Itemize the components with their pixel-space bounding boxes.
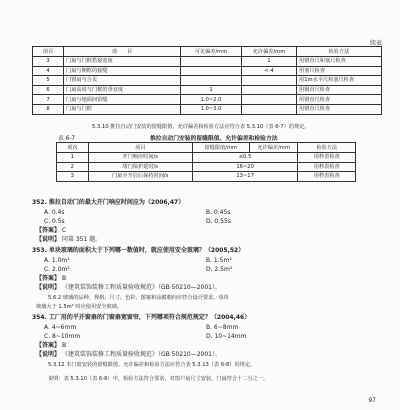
col-header: 留缝限值/mm: [192, 143, 249, 153]
table-auto-door: [56, 142, 356, 182]
explain-text: 说明：表 5.3.10（表 6-8）中，检验方法符合要求，对窗户扇尺寸安装，门扇符合十二分之一。: [48, 376, 269, 382]
row-item: 门扇高度与门框的垂直度: [64, 85, 181, 95]
row-method: 用钢直尺检查: [297, 104, 382, 114]
row-number: 2: [57, 162, 89, 172]
row-value: 16~20: [192, 162, 298, 172]
continued-label: 续表: [369, 40, 382, 47]
explain-text: 同第 351 题。: [61, 236, 102, 243]
row-method: 用钢直尺和塞尺检查: [297, 57, 382, 67]
answer-line: [36, 342, 66, 350]
clause-note: 5.3.10 推拉自动门安装的留缝限值、允许偏差和检验方法应符合表 5.3.10（表 6-7）的规定。: [92, 124, 310, 130]
option-a: A. 4~6mm: [44, 324, 77, 331]
table-row: [33, 104, 382, 114]
row-method: 用秒表检查: [298, 162, 356, 172]
table-row: [57, 153, 356, 163]
option-b: B. 0.45s: [206, 209, 231, 216]
answer-value: B: [61, 342, 67, 349]
row-method: 用钢直尺检查: [297, 85, 382, 95]
row-dev: [181, 66, 242, 76]
col-header: 允许偏差/mm: [249, 143, 298, 153]
row-allow: [242, 76, 297, 86]
explain-label: 【说明】: [36, 236, 61, 243]
col-header: 允许偏差/mm: [242, 47, 297, 57]
row-number: 6: [33, 85, 64, 95]
table-row: [57, 172, 356, 182]
row-item: 门窗扇与合页: [64, 76, 181, 86]
answer-line: [36, 275, 66, 283]
table-row: [33, 76, 382, 86]
col-header: 项 目: [64, 47, 181, 57]
row-dev: [181, 76, 242, 86]
table-title: 推拉自动门安装的留缝限值、允许偏差和检验方法: [150, 136, 278, 142]
explain-line: [36, 236, 101, 244]
row-dev: 1.0~2.0: [181, 95, 242, 105]
answer-line: [36, 227, 66, 235]
row-item: 门扇与侧框的接缝: [64, 66, 181, 76]
option-d: D. 0.55s: [206, 218, 231, 225]
row-method: 用秒表检查: [298, 172, 356, 182]
row-item: 门扇与地面间留缝: [64, 95, 181, 105]
table-row: [33, 57, 382, 67]
option-b: B. 1.5m²: [206, 257, 232, 264]
row-allow: 1: [242, 57, 297, 67]
row-dev: 1.0~3.0: [181, 104, 242, 114]
table-row: [33, 85, 382, 95]
row-dev: 1: [181, 85, 242, 95]
table-door-install-deviation: [32, 46, 382, 115]
explain-text: 玻璃大于 1.5m² 时应使用安全玻璃。: [36, 304, 123, 310]
answer-label: 【答案】: [36, 342, 61, 349]
explain-text: 5.6.2 玻璃的品种、规格、尺寸、色彩、图案和涂膜朝向应符合设计要求。单块: [48, 295, 229, 301]
answer-value: C: [61, 227, 67, 234]
row-number: 8: [33, 104, 64, 114]
option-c: C. 2.0m²: [44, 266, 70, 273]
row-number: 1: [57, 153, 89, 163]
page-number: 97: [368, 397, 376, 404]
row-item: 门扇全开启后保持时间/s: [88, 172, 192, 182]
col-header: 检验方法: [298, 143, 356, 153]
option-d: D. 10~14mm: [206, 333, 247, 340]
col-header: 项次: [57, 143, 89, 153]
option-d: D. 2.5m²: [206, 266, 233, 273]
explain-text: 《建筑装饰装修工程质量验收规范》（GB 50210—2001）。: [61, 351, 221, 358]
row-number: 3: [57, 172, 89, 182]
row-number: 5: [33, 76, 64, 86]
row-item: 门扇与门框: [64, 104, 181, 114]
question-354-stem: 354. 工厂用的平开窗扇的门窗扇宽窗帘，下列哪项符合规范规定？（2004,46）: [32, 314, 251, 321]
row-number: 7: [33, 95, 64, 105]
row-allow: <-4: [242, 66, 297, 76]
col-header: 可见偏差/mm: [181, 47, 242, 57]
row-number: 4: [33, 66, 64, 76]
answer-label: 【答案】: [36, 227, 61, 234]
row-item: 开门响应时间/s: [88, 153, 192, 163]
table-header-row: [57, 143, 356, 153]
explain-line: [36, 351, 221, 359]
col-header: 项目: [33, 47, 64, 57]
explain-label: 【说明】: [36, 351, 61, 358]
answer-label: 【答案】: [36, 275, 61, 282]
row-method: 用钢直尺检查: [297, 95, 382, 105]
row-item: 堵门保护延时/s: [88, 162, 192, 172]
option-c: C. 0.5s: [44, 218, 65, 225]
col-header: 项目: [88, 143, 192, 153]
row-item: 门扇与门框搭接宽度: [64, 57, 181, 67]
table-row: [57, 162, 356, 172]
row-value: ≤0.5: [192, 153, 298, 163]
table-header-row: [33, 47, 382, 57]
explain-text: 5.3.12 木门窗安装的留缝限值、允许偏差和检验方法应符合表 5.3.13（表 6-8）的规定。: [48, 362, 256, 368]
table-number: 表 6-7: [58, 136, 76, 142]
question-352-stem: 352. 推拉自动门的最大开门响应时间应为（2006,47）: [32, 199, 185, 206]
option-b: B. 6~8mm: [206, 324, 239, 331]
explain-line: [36, 284, 221, 292]
row-dev: [181, 57, 242, 67]
option-a: A. 0.4s: [44, 209, 65, 216]
row-number: 3: [33, 57, 64, 67]
answer-value: B: [61, 275, 67, 282]
option-c: C. 8~10mm: [44, 333, 81, 340]
row-allow: [242, 85, 297, 95]
row-value: 13~17: [192, 172, 298, 182]
table-row: [33, 95, 382, 105]
explain-text: 《建筑装饰装修工程质量验收规范》（GB 50210—2001）。: [61, 284, 221, 291]
row-allow: [242, 95, 297, 105]
table-row: [33, 66, 382, 76]
option-a: A. 1.0m²: [44, 257, 70, 264]
col-header: 检验方法: [297, 47, 382, 57]
question-353-stem: 353. 单块玻璃的面积大于下列哪一数值时，就应使用安全玻璃？（2005,52）: [32, 247, 245, 254]
row-method: 用秒表检查: [298, 153, 356, 163]
row-method: 用1m水平尺和塞尺检查: [297, 76, 382, 86]
explain-label: 【说明】: [36, 284, 61, 291]
row-method: 用塞尺检查: [297, 66, 382, 76]
row-allow: [242, 104, 297, 114]
